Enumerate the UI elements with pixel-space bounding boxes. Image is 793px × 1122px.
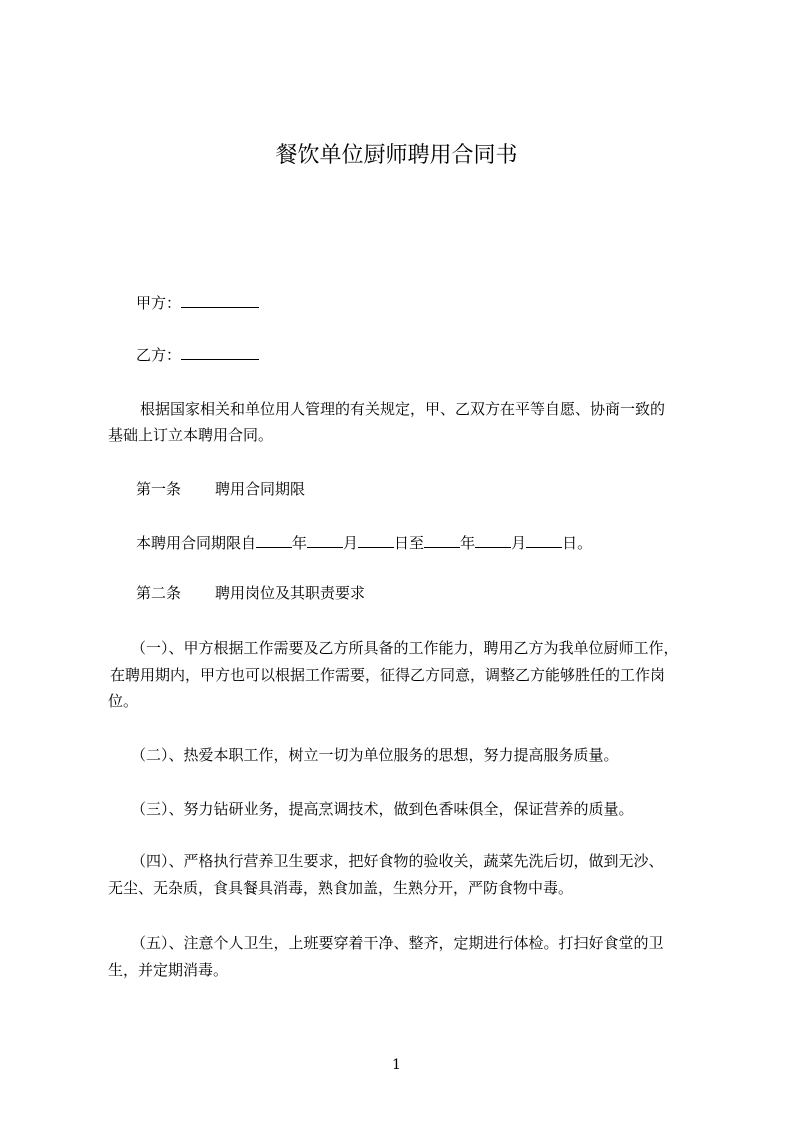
- intro-line-2: 基础上订立本聘用合同。: [108, 426, 274, 444]
- party-b-label: 乙方：: [136, 346, 182, 364]
- article-2-name: 聘用岗位及其职责要求: [215, 584, 366, 602]
- term-start-month-blank: [307, 533, 343, 548]
- term-end-year-blank: [424, 533, 460, 548]
- item-5-line-2: 生，并定期消毒。: [108, 961, 229, 979]
- party-b-blank: [181, 345, 259, 360]
- term-month-1: 月: [343, 534, 359, 552]
- term-year-2: 年: [460, 534, 476, 552]
- term-month-2: 月: [511, 534, 527, 552]
- article-1-number: 第一条: [136, 480, 182, 498]
- term-year-1: 年: [292, 534, 308, 552]
- term-prefix: 本聘用合同期限自: [136, 534, 257, 552]
- item-1-line-2: 在聘用期内，甲方也可以根据工作需要，征得乙方同意，调整乙方能够胜任的工作岗: [110, 666, 666, 684]
- item-1-line-1: （一）、甲方根据工作需要及乙方所具备的工作能力，聘用乙方为我单位厨师工作，: [131, 639, 679, 657]
- contract-term-line: [136, 529, 736, 557]
- document-title: 餐饮单位厨师聘用合同书: [275, 143, 518, 168]
- party-a-label: 甲方：: [136, 294, 182, 312]
- intro-line-1: 根据国家相关和单位用人管理的有关规定，甲、乙双方在平等自愿、协商一致的: [140, 400, 666, 418]
- article-2-number: 第二条: [136, 584, 182, 602]
- article-1-heading: [136, 478, 305, 500]
- term-start-day-blank: [358, 533, 394, 548]
- term-start-year-blank: [256, 533, 292, 548]
- article-2-heading: [136, 582, 365, 604]
- item-1-line-3: 位。: [108, 692, 139, 710]
- term-end-day-blank: [526, 533, 562, 548]
- item-2-line: （二）、热爱本职工作，树立一切为单位服务的思想，努力提高服务质量。: [131, 746, 619, 764]
- item-5-line-1: （五）、注意个人卫生，上班要穿着干净、整齐，定期进行体检。打扫好食堂的卫: [131, 934, 664, 952]
- term-day-2: 日。: [562, 534, 593, 552]
- page-number: 1: [392, 1057, 401, 1073]
- article-1-name: 聘用合同期限: [215, 480, 306, 498]
- term-day-1: 日至: [394, 534, 425, 552]
- item-4-line-2: 无尘、无杂质，食具餐具消毒，熟食加盖，生熟分开，严防食物中毒。: [108, 879, 574, 897]
- party-a-line: [136, 289, 716, 317]
- party-a-blank: [181, 293, 259, 308]
- item-3-line: （三）、努力钻研业务，提高烹调技术，做到色香味俱全，保证营养的质量。: [131, 800, 634, 818]
- party-b-line: [136, 341, 716, 369]
- term-end-month-blank: [475, 533, 511, 548]
- item-4-line-1: （四）、严格执行营养卫生要求，把好食物的验收关，蔬菜先洗后切，做到无沙、: [131, 852, 664, 870]
